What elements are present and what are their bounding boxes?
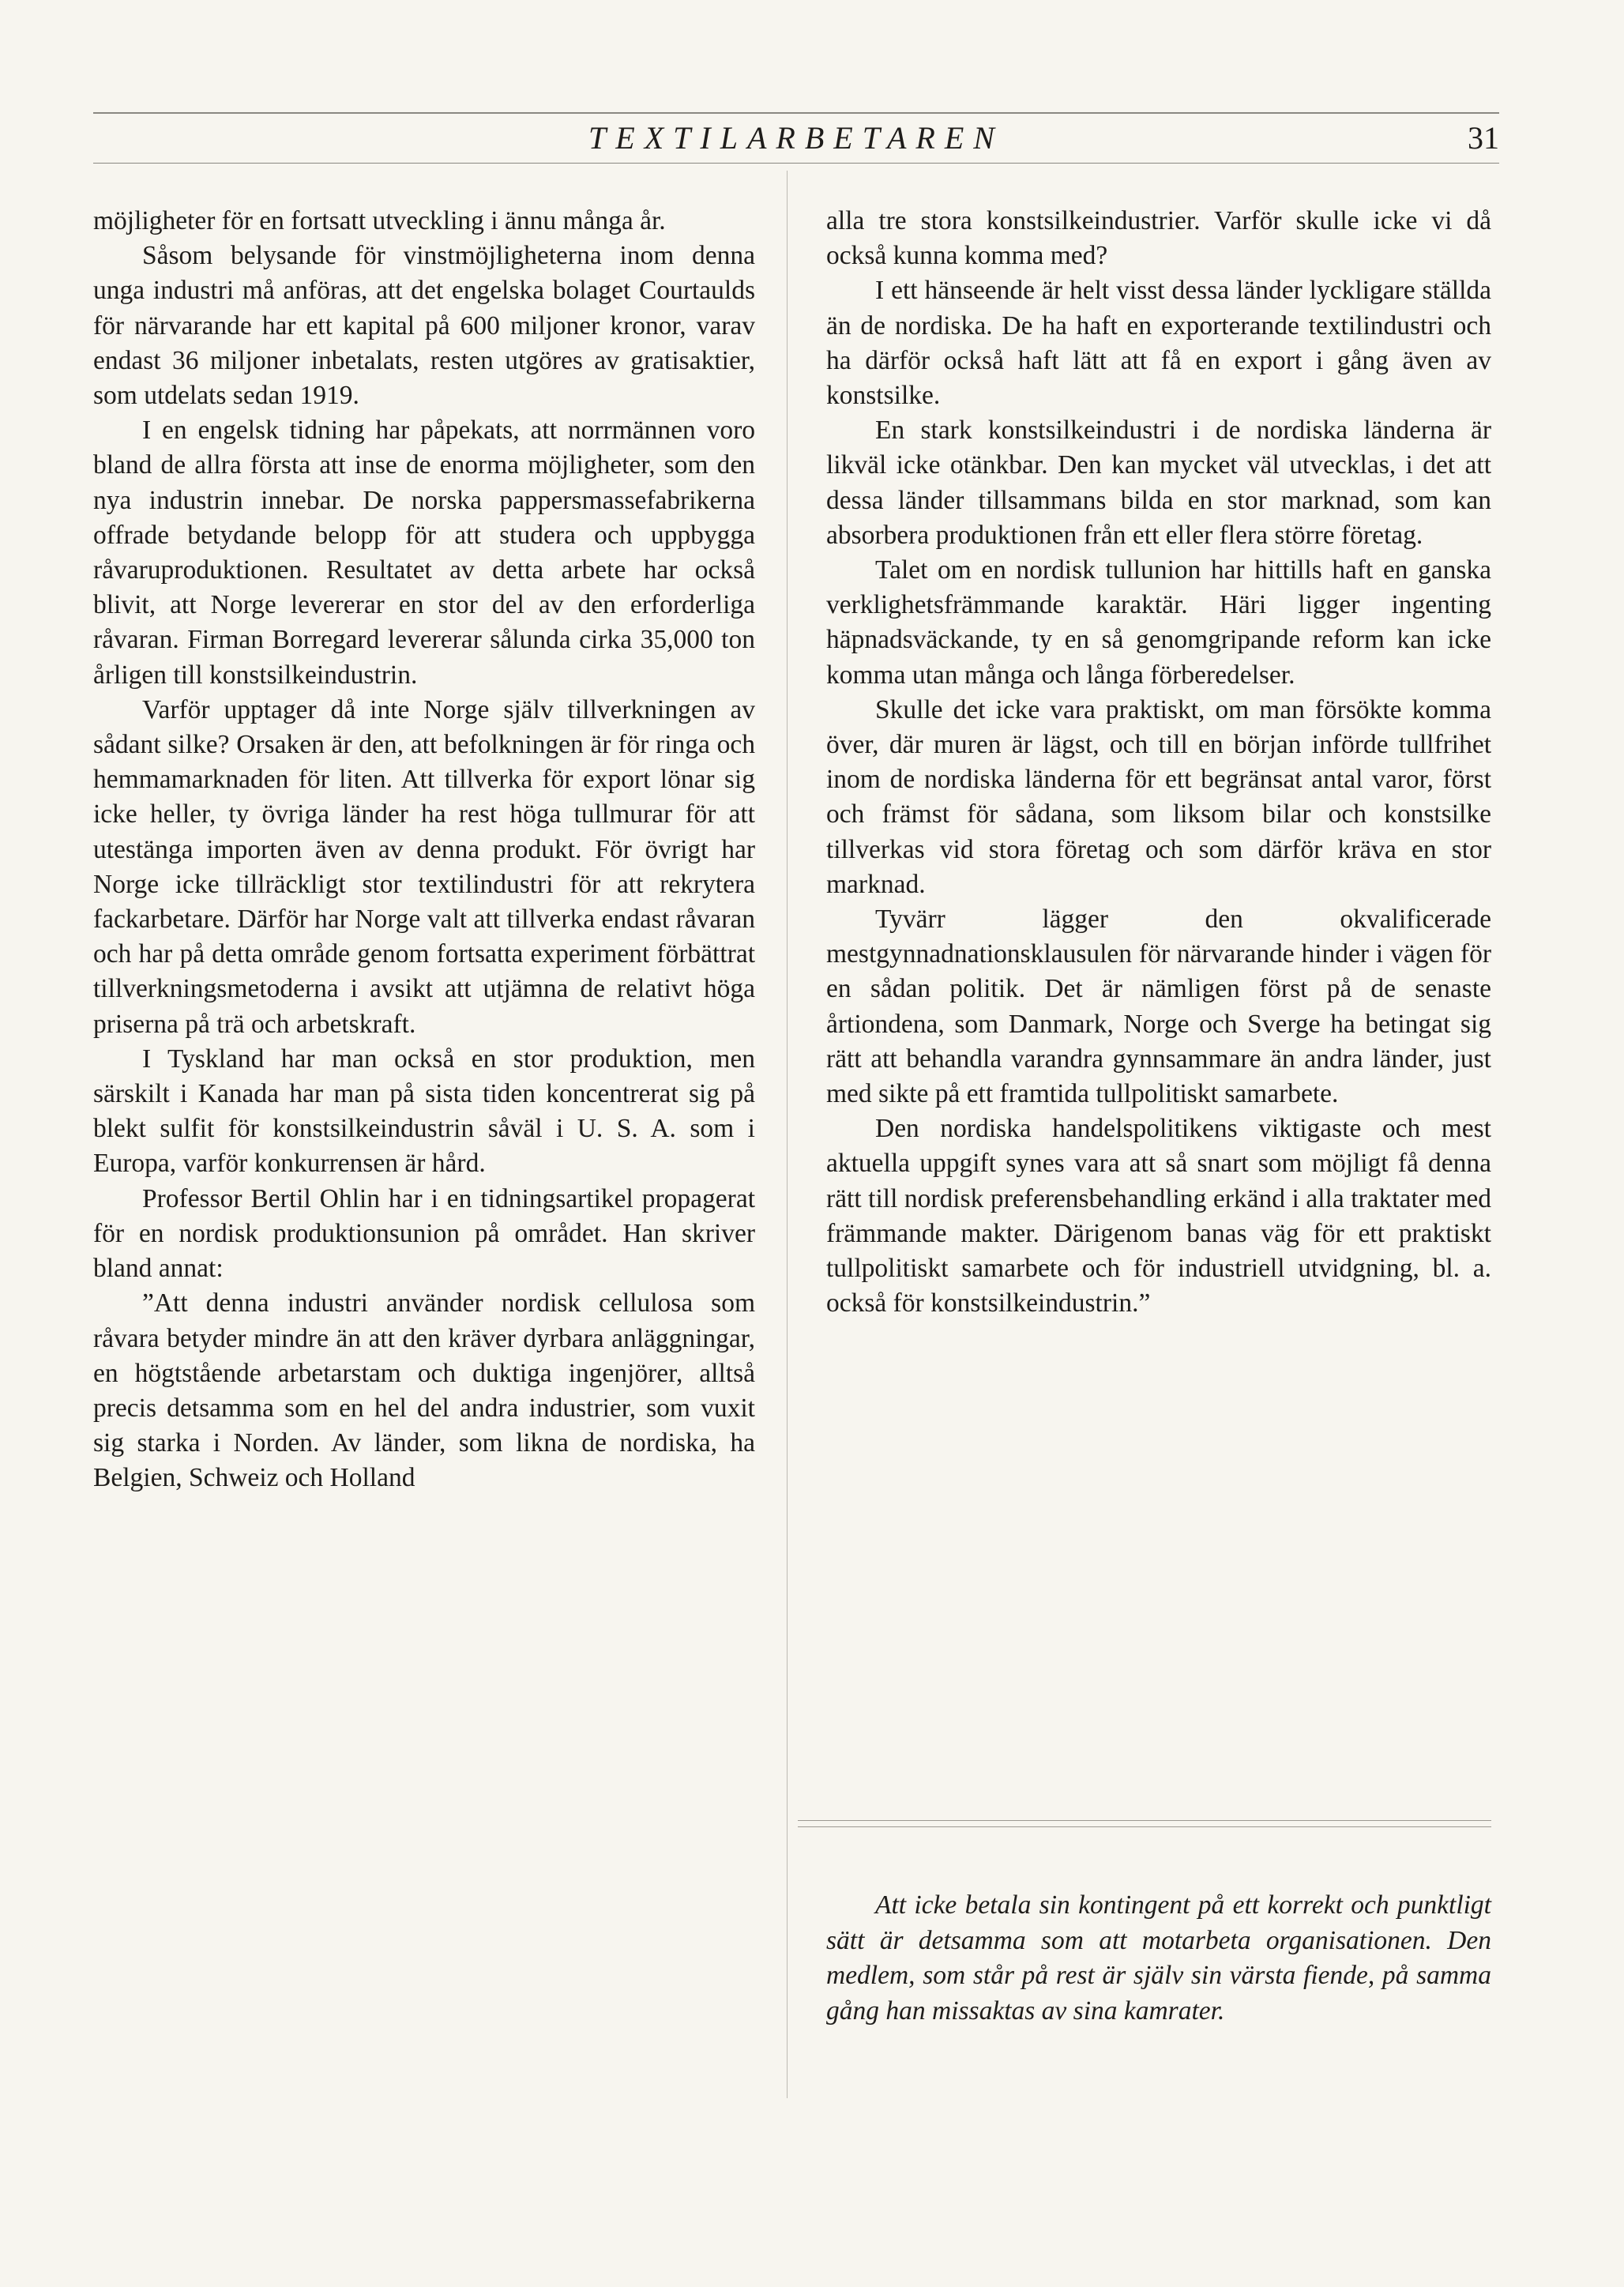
paragraph: En stark konstsilkeindustri i de nordiska länderna är likväl icke otänkbar. Den kan mycket väl utvecklas, i det att dessa länder tillsammans bilda en stor marknad, som kan absorbera produktionen från ett eller flera större företag. — [826, 416, 1491, 550]
paragraph: I ett hänseende är helt visst dessa länder lyckligare ställda än de nordiska. De ha haft en exporterande textilindustri och ha därför också haft lätt att få en export i gång även av konstsilke. — [826, 276, 1491, 411]
paragraph: ”Att denna industri använder nordisk cellulosa som råvara betyder mindre än att den kräver dyrbara anläggningar, en högtstående arbetarstam och duktiga ingenjörer, alltså precis detsamma som en hel del andra industrier, som vuxit sig starka i Norden. Av länder, som likna de nordiska, ha Belgien, Schweiz och Holland — [93, 1288, 755, 1493]
paragraph: Såsom belysande för vinstmöjligheterna inom denna unga industri må anföras, att det engelska bolaget Courtaulds för närvarande har ett kapital på 600 miljoner kronor, varav endast 36 miljoner inbetalats, resten utgöres av gratisaktier, som utdelats sedan 1919. — [93, 241, 755, 411]
membership-notice: Att icke betala sin kontingent på ett korrekt och punktligt sätt är detsamma som att motarbeta organisationen. Den medlem, som står på rest är själv sin värsta fiende, på samma gång han missaktas av sina kamrater. — [826, 1890, 1491, 2026]
notice-separator-rule — [798, 1826, 1491, 1827]
paragraph: möjligheter för en fortsatt utveckling i ännu många år. — [93, 206, 666, 235]
notice-separator-rule — [798, 1820, 1491, 1821]
header-bottom-rule — [93, 163, 1499, 164]
paragraph: Tyvärr lägger den okvalificerade mestgynnadnationsklausulen för närvarande hinder i vägen för en sådan politik. Det är nämligen först på de senaste årtiondena, som Danmark, Norge och Sverge ha betingat sig rätt att behandla varandra gynnsammare än andra länder, just med sikte på ett framtida tullpolitiskt samarbete. — [826, 905, 1491, 1109]
paragraph: I en engelsk tidning har påpekats, att norrmännen voro bland de allra första att inse de enorma möjligheter, som den nya industrin innebar. De norska pappersmassefabrikerna offrade betydande belopp för att studera och uppbygga råvaruproduktionen. Resultatet av detta arbete har också blivit, att Norge levererar en stor del av den erforderliga råvaran. Firman Borregard levererar sålunda cirka 35,000 ton årligen till konstsilkeindustrin. — [93, 416, 755, 690]
left-column — [93, 204, 755, 1496]
running-title: TEXTILARBETAREN — [588, 120, 1004, 156]
page-number: 31 — [1468, 120, 1499, 156]
paragraph: I Tyskland har man också en stor produktion, men särskilt i Kanada har man på sista tiden koncentrerat sig på blekt sulfit för konstsilkeindustrin såväl i U. S. A. som i Europa, varför konkurrensen är hård. — [93, 1044, 755, 1179]
paragraph: Skulle det icke vara praktiskt, om man försökte komma över, där muren är lägst, och till en början införde tullfrihet inom de nordiska länderna för ett begränsat antal varor, först och främst för sådana, som liksom bilar och konstsilke tillverkas vid stora företag och som därför kräva en stor marknad. — [826, 694, 1491, 899]
paragraph: Professor Bertil Ohlin har i en tidningsartikel propagerat för en nordisk produktionsunion på området. Han skriver bland annat: — [93, 1183, 755, 1284]
paragraph: alla tre stora konstsilkeindustrier. Varför skulle icke vi då också kunna komma med? — [826, 206, 1491, 271]
paragraph: Den nordiska handelspolitikens viktigaste och mest aktuella uppgift synes vara att så snart som möjligt få denna rätt till nordisk preferensbehandling erkänd i alla traktater med främmande makter. Därigenom banas väg för ett praktiskt tullpolitiskt samarbete och för industriell utvidgning, bl. a. också för konstsilkeindustrin.” — [826, 1114, 1491, 1318]
header-top-rule — [93, 112, 1499, 114]
column-divider — [787, 171, 788, 2098]
paragraph: Talet om en nordisk tullunion har hittills haft en ganska verklighetsfrämmande karaktär. Häri ligger ingenting häpnadsväckande, ty en så genomgripande reform kan icke komma utan många och långa förberedelser. — [826, 555, 1491, 690]
paragraph: Varför upptager då inte Norge själv tillverkningen av sådant silke? Orsaken är den, att befolkningen är för ringa och hemmamarknaden för liten. Att tillverka för export lönar sig icke heller, ty övriga länder ha rest höga tullmurar för att utestänga importen även av denna produkt. För övrigt har Norge icke tillräckligt stor textilindustri för att rekrytera fackarbetare. Därför har Norge valt att tillverka endast råvaran och har på detta område genom fortsatta experiment förbättrat tillverkningsmetoderna i avsikt att utjämna de relativt höga priserna på trä och arbetskraft. — [93, 694, 755, 1039]
running-head — [93, 117, 1499, 160]
right-column — [826, 204, 1491, 1322]
